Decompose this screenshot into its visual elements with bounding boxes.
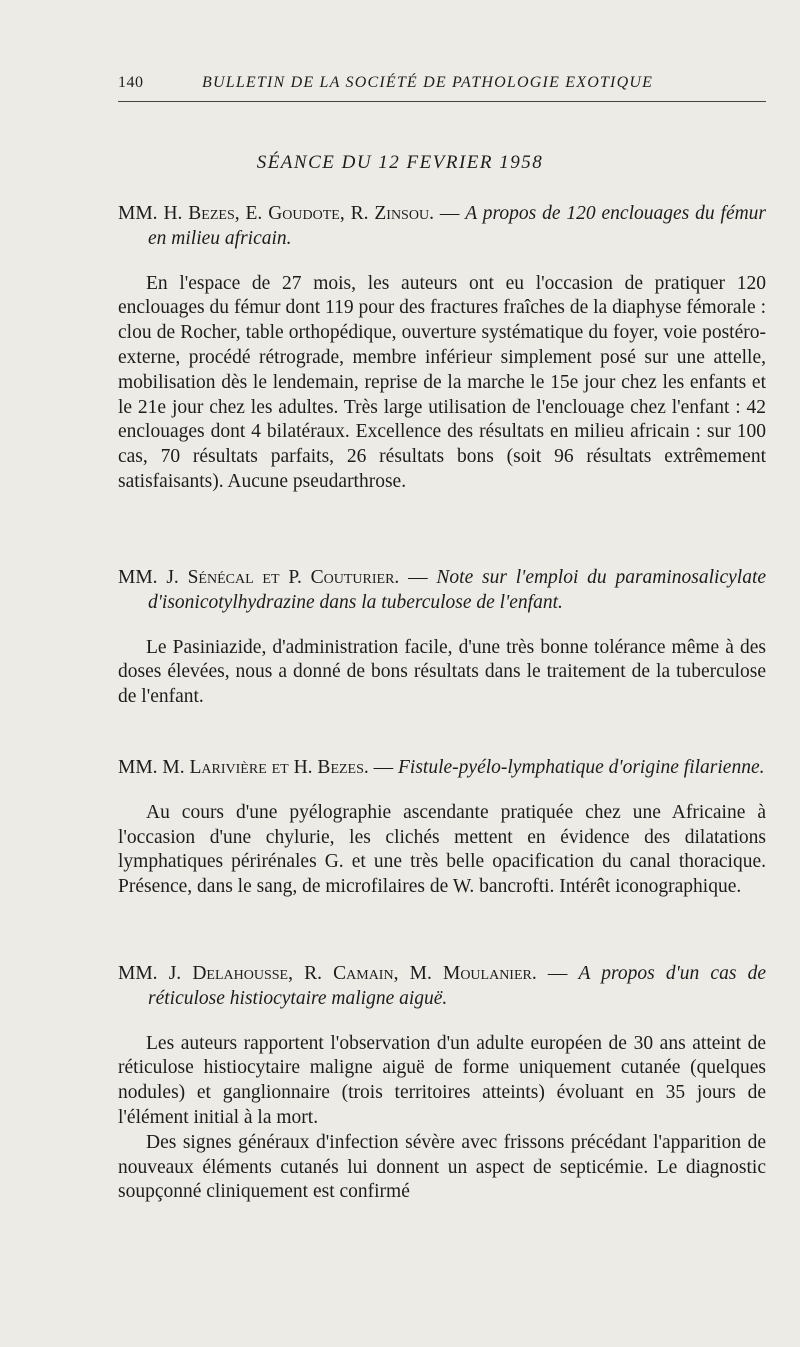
header-rule <box>118 101 766 102</box>
entry-title: Fistule-pyélo-lymphatique d'origine filarienne. <box>398 757 765 778</box>
entry-authors: MM. H. Bezes, E. Goudote, R. Zinsou. <box>118 203 434 224</box>
entry-heading <box>118 202 766 252</box>
entry-separator: — <box>373 757 394 778</box>
entry-heading <box>118 962 766 1012</box>
entry-paragraph: Le Pasiniazide, d'administration facile, d'une très bonne tolérance même à des doses élevées, nous a donné de bons résultats dans le traitement de la tuberculose de l'enfant. <box>118 636 766 708</box>
entry-4 <box>118 962 766 1205</box>
entry-title: Note sur l'emploi du paraminosalicylate d'isonicotylhydrazine dans la tuberculose de l'enfant. <box>148 567 767 613</box>
entry-heading <box>118 566 766 616</box>
entry-paragraph: Au cours d'une pyélographie ascendante pratiquée chez une Africaine à l'occasion d'une chylurie, les clichés mettent en évidence des dilatations lymphatiques périrénales G. et une très belle opacification du canal thoracique. Présence, dans le sang, de microfilaires de W. bancrofti. Intérêt iconographique. <box>118 801 766 898</box>
entry-title: A propos d'un cas de réticulose histiocytaire maligne aiguë. <box>148 963 766 1009</box>
entry-separator: — <box>439 203 460 224</box>
entry-paragraph: Les auteurs rapportent l'observation d'un adulte européen de 30 ans atteint de réticulose histiocytaire maligne aiguë de forme uniquement cutanée (quelques nodules) et ganglionnaire (trois territoires atteints) évoluant en 35 jours de l'élément initial à la mort. <box>118 1032 766 1128</box>
entry-title: A propos de 120 enclouages du fémur en milieu africain. <box>148 203 767 249</box>
entry-paragraph: Des signes généraux d'infection sévère avec frissons précédant l'apparition de nouveaux éléments cutanés lui donnent un aspect de septicémie. Le diagnostic soupçonné cliniquement est confirmé <box>118 1131 766 1203</box>
entry-separator: — <box>547 963 568 984</box>
session-title: SÉANCE DU 12 FEVRIER 1958 <box>256 152 544 173</box>
entry-heading <box>118 756 766 781</box>
entry-3 <box>118 756 766 900</box>
entry-2 <box>118 566 766 710</box>
entry-authors: MM. J. Delahousse, R. Camain, M. Moulanier. <box>118 963 537 984</box>
entry-separator: — <box>408 567 428 588</box>
entry-paragraph: En l'espace de 27 mois, les auteurs ont eu l'occasion de pratiquer 120 enclouages du fémur dont 119 pour des fractures fraîches de la diaphyse fémorale : clou de Rocher, table orthopédique, ouverture systématique du foyer, voie postéro-externe, procédé rétrograde, membre inférieur simplement posé sur une attelle, mobilisation dès le lendemain, reprise de la marche le 15e jour chez les enfants et le 21e jour chez les adultes. Très large utilisation de l'enclouage chez l'enfant : 42 enclouages dont 4 bilatéraux. Excellence des résultats en milieu africain : sur 100 cas, 70 résultats parfaits, 26 résultats bons (soit 96 résultats extrêmement satisfaisants). Aucune pseudarthrose. <box>118 272 766 492</box>
entry-1 <box>118 202 766 495</box>
entry-authors: MM. J. Sénécal et P. Couturier. <box>118 567 400 588</box>
page-number: 140 <box>118 74 144 91</box>
journal-title: BULLETIN DE LA SOCIÉTÉ DE PATHOLOGIE EXOTIQUE <box>202 74 654 91</box>
entry-authors: MM. M. Larivière et H. Bezes. <box>118 757 369 778</box>
